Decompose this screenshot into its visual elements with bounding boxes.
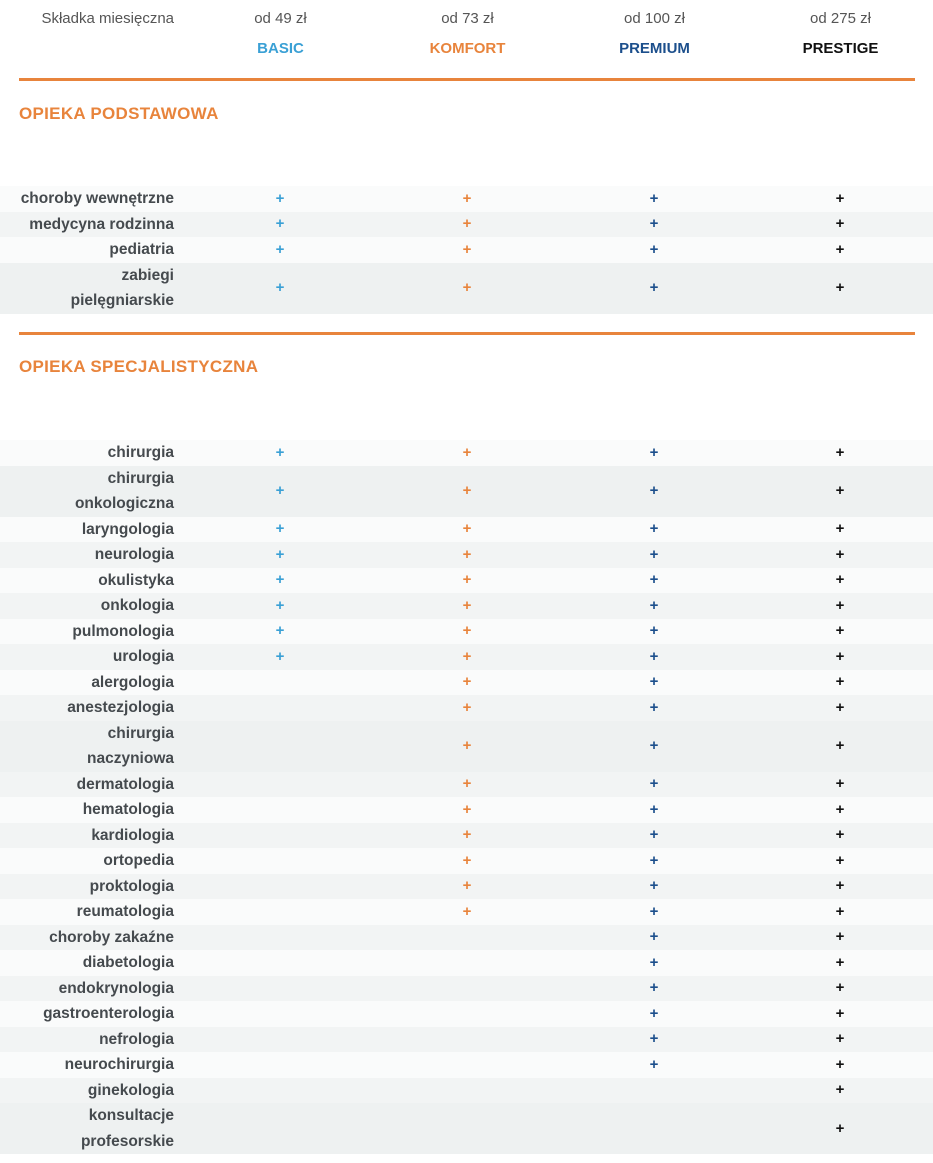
feature-name-line: proktologia	[89, 877, 174, 895]
plans-header	[0, 0, 933, 80]
feature-name	[0, 644, 174, 670]
table-row	[0, 848, 933, 874]
feature-name	[0, 186, 174, 212]
table-row	[0, 823, 933, 849]
feature-name-line: dermatologia	[76, 775, 174, 793]
included-mark: +	[275, 189, 285, 207]
table-row	[0, 593, 933, 619]
table-row	[0, 1052, 933, 1078]
included-mark: +	[462, 775, 472, 793]
included-mark: +	[462, 596, 472, 614]
included-mark: +	[649, 482, 659, 499]
feature-name	[0, 950, 174, 976]
included-mark: +	[462, 215, 472, 233]
included-mark: +	[275, 596, 285, 614]
feature-name-line: diabetologia	[82, 954, 174, 971]
included-mark: +	[649, 279, 659, 296]
feature-name-line: chirurgia	[107, 444, 174, 461]
included-mark: +	[835, 775, 845, 793]
feature-name-line: ginekologia	[87, 1081, 174, 1099]
included-mark: +	[649, 979, 659, 997]
included-mark: +	[649, 571, 659, 589]
included-mark: +	[275, 571, 285, 589]
specialist-care-table	[0, 440, 933, 1154]
included-mark: +	[462, 826, 472, 844]
included-mark: +	[835, 1030, 845, 1048]
included-mark: +	[649, 877, 659, 895]
included-mark: +	[649, 240, 659, 258]
included-mark: +	[649, 443, 659, 461]
plan-name: KOMFORT	[429, 40, 506, 57]
feature-name-line: anestezjologia	[67, 699, 174, 716]
included-mark: +	[835, 826, 845, 844]
feature-name-line: konsultacje	[88, 1107, 174, 1124]
included-mark: +	[462, 800, 472, 818]
table-row	[0, 237, 933, 263]
included-mark: +	[275, 520, 285, 538]
included-mark: +	[462, 737, 472, 754]
feature-name-line: naczyniowa	[87, 750, 174, 767]
feature-name-line: nefrologia	[99, 1030, 174, 1048]
feature-name	[0, 976, 174, 1002]
table-row	[0, 212, 933, 238]
included-mark: +	[835, 1055, 845, 1073]
table-row	[0, 263, 933, 314]
included-mark: +	[462, 240, 472, 258]
included-mark: +	[649, 520, 659, 538]
feature-name	[0, 899, 174, 925]
included-mark: +	[275, 279, 285, 296]
section-divider	[19, 332, 915, 335]
plan-price: od 100 zł	[624, 10, 685, 27]
plan-price: od 73 zł	[441, 10, 494, 27]
feature-name-line: reumatologia	[76, 903, 174, 920]
included-mark: +	[462, 622, 472, 640]
feature-name	[0, 670, 174, 696]
table-row	[0, 619, 933, 645]
feature-name	[0, 440, 174, 466]
included-mark: +	[835, 482, 845, 499]
included-mark: +	[835, 979, 845, 997]
table-row	[0, 568, 933, 594]
feature-name	[0, 619, 174, 645]
included-mark: +	[835, 953, 845, 971]
feature-name-line: profesorskie	[80, 1132, 174, 1150]
feature-name-line: gastroenterologia	[43, 1005, 174, 1022]
feature-name	[0, 721, 174, 772]
included-mark: +	[835, 596, 845, 614]
section-title-basic-care: OPIEKA PODSTAWOWA	[19, 104, 219, 123]
feature-name	[0, 1103, 174, 1154]
included-mark: +	[835, 1081, 845, 1099]
included-mark: +	[835, 545, 845, 563]
included-mark: +	[462, 902, 472, 920]
included-mark: +	[275, 545, 285, 563]
feature-name-line: medycyna rodzinna	[29, 215, 174, 233]
feature-name-line: zabiegi	[121, 266, 174, 284]
included-mark: +	[649, 826, 659, 844]
included-mark: +	[462, 279, 472, 296]
included-mark: +	[835, 189, 845, 207]
included-mark: +	[835, 1119, 845, 1137]
included-mark: +	[275, 647, 285, 665]
included-mark: +	[835, 737, 845, 754]
feature-name	[0, 593, 174, 619]
monthly-fee-label: Składka miesięczna	[41, 10, 174, 27]
included-mark: +	[649, 1055, 659, 1073]
table-row	[0, 1078, 933, 1104]
feature-name-line: chirurgia	[107, 724, 174, 742]
feature-name	[0, 212, 174, 238]
feature-name-line: choroby zakaźne	[49, 928, 174, 946]
included-mark: +	[462, 571, 472, 589]
table-row	[0, 772, 933, 798]
table-row	[0, 1001, 933, 1027]
feature-name-line: alergologia	[91, 673, 174, 691]
table-row	[0, 517, 933, 543]
table-row	[0, 899, 933, 925]
included-mark: +	[835, 443, 845, 461]
included-mark: +	[835, 928, 845, 946]
feature-name-line: neurologia	[94, 546, 174, 563]
included-mark: +	[835, 698, 845, 716]
feature-name	[0, 823, 174, 849]
feature-name	[0, 237, 174, 263]
included-mark: +	[835, 520, 845, 538]
feature-name-line: onkologia	[100, 597, 174, 614]
plan-price: od 49 zł	[254, 10, 307, 27]
feature-name-line: choroby wewnętrzne	[20, 190, 174, 207]
feature-name-line: hematologia	[82, 801, 174, 818]
included-mark: +	[835, 851, 845, 869]
included-mark: +	[835, 902, 845, 920]
included-mark: +	[462, 443, 472, 461]
included-mark: +	[835, 800, 845, 818]
table-row	[0, 466, 933, 517]
plan-name: BASIC	[257, 40, 304, 57]
included-mark: +	[649, 1030, 659, 1048]
included-mark: +	[835, 279, 845, 296]
included-mark: +	[462, 520, 472, 538]
table-row	[0, 440, 933, 466]
included-mark: +	[649, 800, 659, 818]
feature-name	[0, 1001, 174, 1027]
included-mark: +	[275, 240, 285, 258]
table-row	[0, 721, 933, 772]
feature-name-line: chirurgia	[107, 469, 174, 487]
table-row	[0, 695, 933, 721]
included-mark: +	[835, 877, 845, 895]
included-mark: +	[649, 545, 659, 563]
included-mark: +	[835, 571, 845, 589]
included-mark: +	[649, 775, 659, 793]
included-mark: +	[649, 737, 659, 754]
included-mark: +	[462, 698, 472, 716]
included-mark: +	[462, 545, 472, 563]
feature-name-line: pielęgniarskie	[70, 292, 174, 309]
plan-name: PREMIUM	[619, 40, 690, 57]
included-mark: +	[835, 1004, 845, 1022]
table-row	[0, 874, 933, 900]
included-mark: +	[275, 482, 285, 499]
feature-name	[0, 517, 174, 543]
feature-name	[0, 797, 174, 823]
table-row	[0, 950, 933, 976]
included-mark: +	[462, 851, 472, 869]
included-mark: +	[649, 189, 659, 207]
included-mark: +	[649, 673, 659, 691]
included-mark: +	[462, 482, 472, 499]
table-row	[0, 542, 933, 568]
table-row	[0, 1027, 933, 1053]
feature-name-line: kardiologia	[91, 826, 174, 844]
plan-name: PRESTIGE	[802, 40, 879, 57]
table-row	[0, 644, 933, 670]
feature-name	[0, 1027, 174, 1053]
section-divider	[19, 78, 915, 81]
included-mark: +	[649, 215, 659, 233]
included-mark: +	[649, 596, 659, 614]
feature-name-line: laryngologia	[81, 520, 174, 538]
section-title-specialist-care: OPIEKA SPECJALISTYCZNA	[19, 357, 259, 376]
feature-name-line: ortopedia	[103, 852, 174, 869]
basic-care-table	[0, 186, 933, 314]
included-mark: +	[649, 1004, 659, 1022]
included-mark: +	[649, 647, 659, 665]
included-mark: +	[649, 928, 659, 946]
feature-name	[0, 263, 174, 314]
included-mark: +	[462, 647, 472, 665]
feature-name	[0, 568, 174, 594]
table-row	[0, 186, 933, 212]
feature-name-line: endokrynologia	[58, 979, 174, 997]
included-mark: +	[835, 673, 845, 691]
included-mark: +	[275, 215, 285, 233]
feature-name-line: pediatria	[109, 241, 174, 258]
feature-name-line: okulistyka	[98, 571, 174, 589]
table-row	[0, 925, 933, 951]
plan-price: od 275 zł	[810, 10, 871, 27]
feature-name	[0, 925, 174, 951]
included-mark: +	[275, 622, 285, 640]
feature-name-line: pulmonologia	[72, 622, 174, 640]
included-mark: +	[835, 622, 845, 640]
included-mark: +	[462, 877, 472, 895]
included-mark: +	[462, 189, 472, 207]
included-mark: +	[649, 622, 659, 640]
feature-name	[0, 695, 174, 721]
feature-name	[0, 466, 174, 517]
feature-name	[0, 542, 174, 568]
feature-name-line: urologia	[112, 648, 174, 665]
included-mark: +	[462, 673, 472, 691]
feature-name	[0, 848, 174, 874]
included-mark: +	[835, 215, 845, 233]
table-row	[0, 1103, 933, 1154]
included-mark: +	[649, 851, 659, 869]
feature-name-line: onkologiczna	[74, 495, 174, 512]
table-row	[0, 670, 933, 696]
included-mark: +	[835, 647, 845, 665]
table-row	[0, 976, 933, 1002]
feature-name	[0, 1078, 174, 1104]
feature-name	[0, 1052, 174, 1078]
included-mark: +	[835, 240, 845, 258]
table-row	[0, 797, 933, 823]
feature-name	[0, 874, 174, 900]
feature-name	[0, 772, 174, 798]
included-mark: +	[275, 443, 285, 461]
included-mark: +	[649, 698, 659, 716]
included-mark: +	[649, 902, 659, 920]
feature-name-line: neurochirurgia	[64, 1056, 174, 1073]
included-mark: +	[649, 953, 659, 971]
